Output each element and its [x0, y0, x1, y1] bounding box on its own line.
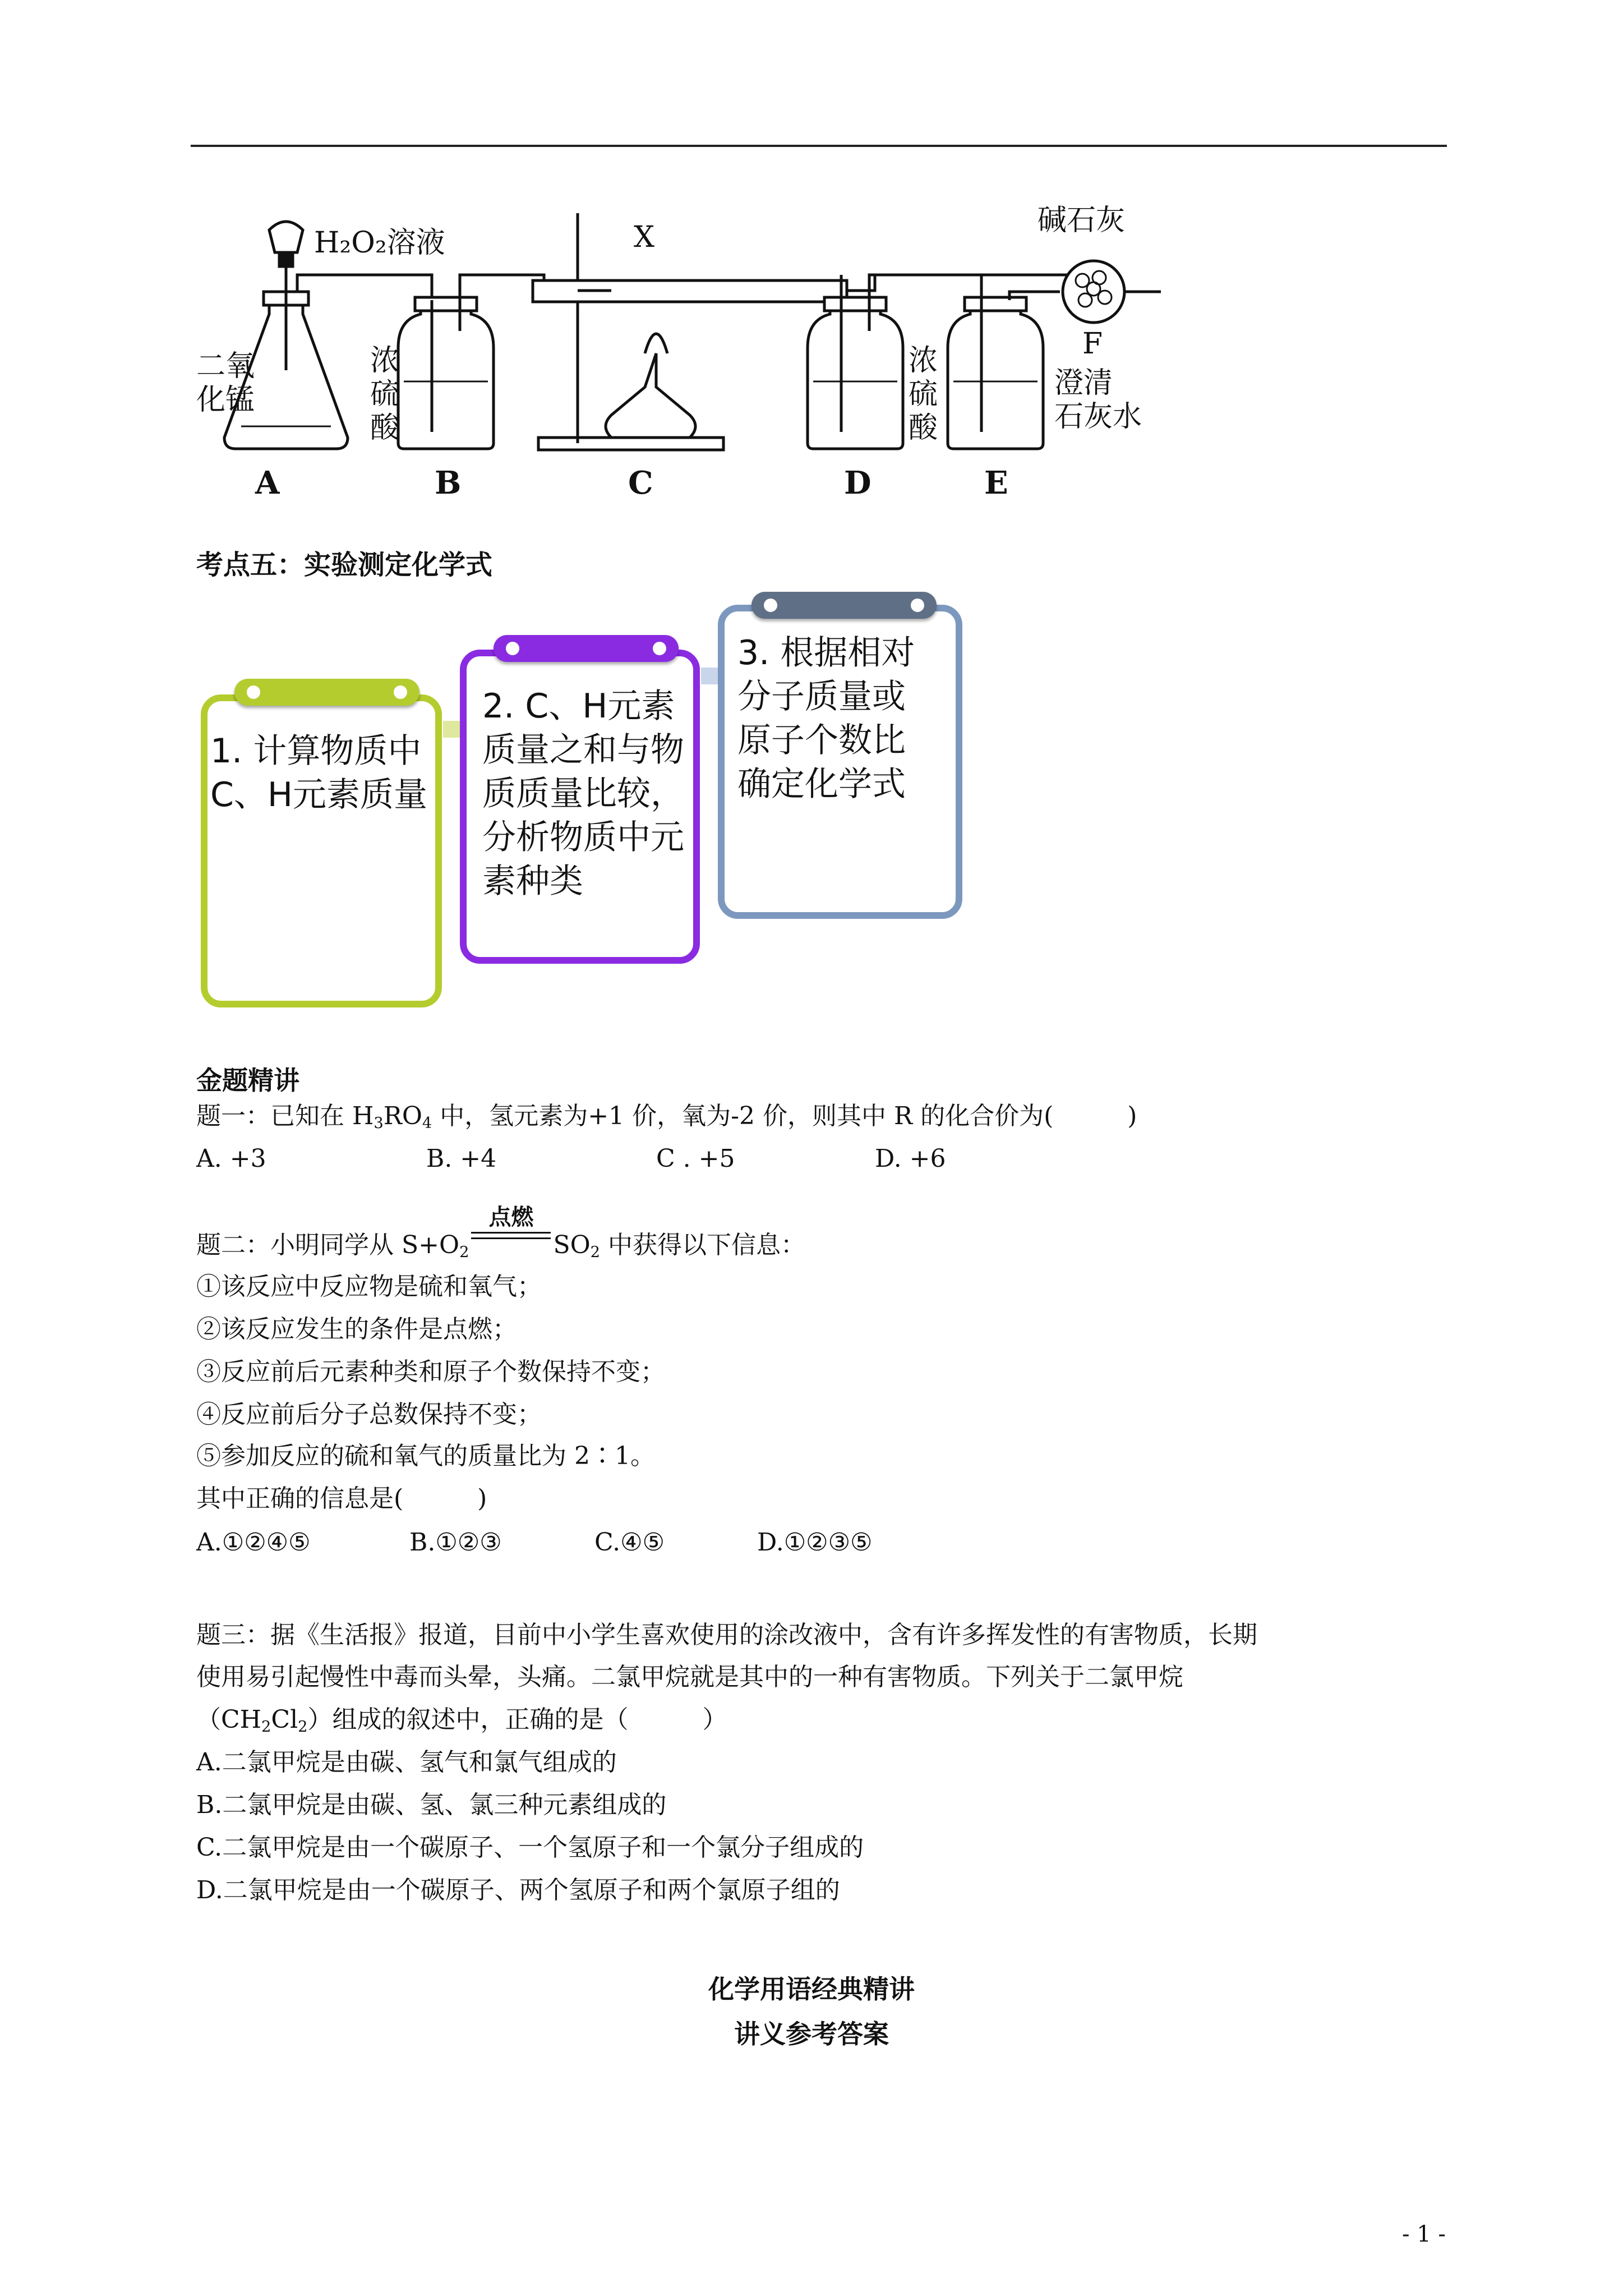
label-f: F: [1082, 327, 1103, 361]
label-conc-d1: 浓: [909, 344, 938, 378]
step-card-3-text: 3. 根据相对 分子质量或 原子个数比 确定化学式: [737, 633, 915, 804]
label-h2o2: H₂O₂溶液: [314, 226, 445, 260]
letter-c: C: [628, 464, 653, 501]
label-conc-d2: 硫: [909, 378, 938, 411]
reaction-condition: 点燃: [469, 1223, 553, 1257]
section-title: 考点五：实验测定化学式: [196, 549, 493, 581]
q3-option-d: D.二氯甲烷是由一个碳原子、两个氢原子和两个氯原子组的: [196, 1876, 840, 1904]
step-card-1-scroll: [234, 679, 419, 706]
q1-option-a: A. +3: [196, 1144, 266, 1173]
footer-title-2: 讲义参考答案: [734, 2019, 889, 2049]
footer-title-1: 化学用语经典精讲: [708, 1974, 915, 2004]
letter-a: A: [255, 464, 280, 501]
label-conc-b1: 浓: [370, 344, 400, 378]
q2-option-b: B.①②③: [409, 1528, 502, 1557]
q3-option-b: B.二氯甲烷是由碳、氢、氯三种元素组成的: [196, 1791, 667, 1819]
page-number: - 1 -: [1402, 2221, 1446, 2247]
q2-option-c: C.④⑤: [594, 1528, 665, 1557]
letter-d: D: [844, 464, 872, 501]
apparatus-diagram: [185, 202, 1172, 505]
label-conc-b3: 酸: [370, 411, 400, 445]
stopper-b: [415, 297, 477, 311]
q2-item-3: ③反应前后元素种类和原子个数保持不变；: [196, 1358, 665, 1386]
stopper-d: [824, 297, 886, 311]
q3-line-3: $(CH_2Cl_2)$组成的叙述中，正确的是（ ）: [196, 1705, 727, 1736]
q3-line-2: 使用易引起慢性中毒而头晕，头痛。二氯甲烷就是其中的一种有害物质。下列关于二氯甲烷: [196, 1663, 1183, 1691]
drying-tube-f: [1063, 261, 1124, 323]
step-card-3-scroll: [751, 592, 937, 619]
separatory-funnel: [269, 222, 303, 252]
q1-option-c: C . +5: [656, 1144, 735, 1173]
funnel-tap: [279, 255, 293, 266]
label-mno2-2: 化锰: [196, 383, 255, 417]
header-rule: [191, 145, 1447, 147]
q1-stem: 题一：已知在 $H_3RO_4$ 中，氢元素为+1 价，氧为-2 价，则其中 R 的化合价为( ): [196, 1102, 1137, 1132]
step-card-2-text: 2. C、H元素 质量之和与物 质质量比较， 分析物质中元 素种类: [482, 687, 684, 901]
bottle-d: [808, 309, 903, 449]
tube-c-d: [847, 275, 1082, 292]
step-card-2-scroll: [494, 635, 679, 662]
q2-item-1: ①该反应中反应物是硫和氧气；: [196, 1272, 542, 1301]
bottle-b: [398, 309, 494, 449]
label-conc-d3: 酸: [909, 411, 938, 445]
q2-stem: 题二：小明同学从 $S+O_2$ 点燃 $SO_2$ 中获得以下信息：: [196, 1204, 806, 1261]
questions-heading: 金题精讲: [196, 1065, 299, 1096]
label-x: X: [634, 220, 655, 254]
lamp: [606, 353, 695, 438]
q2-item-4: ④反应前后分子总数保持不变；: [196, 1400, 542, 1429]
stand-base: [538, 438, 723, 450]
stopper-e: [965, 297, 1026, 311]
q1-option-d: D. +6: [875, 1144, 946, 1173]
q2-item-2: ②该反应发生的条件是点燃；: [196, 1315, 517, 1343]
label-conc-b2: 硫: [370, 378, 400, 411]
q2-option-d: D.①②③⑤: [757, 1528, 873, 1557]
label-lime-1: 澄清: [1054, 366, 1113, 400]
letter-b: B: [435, 464, 462, 501]
tube-a-b: [297, 275, 432, 300]
label-lime-2: 石灰水: [1054, 400, 1142, 434]
q3-option-c: C.二氯甲烷是由一个碳原子、一个氢原子和一个氯分子组成的: [196, 1833, 864, 1862]
label-mno2-1: 二氧: [196, 349, 255, 383]
q2-item-5: ⑤参加反应的硫和氧气的质量比为 2∶1。: [196, 1442, 655, 1470]
q2-ask: 其中正确的信息是( ): [196, 1484, 487, 1513]
q2-option-a: A.①②④⑤: [196, 1528, 311, 1557]
q3-line-1: 题三：据《生活报》报道，目前中小学生喜欢使用的涂改液中，含有许多挥发性的有害物质，长期: [196, 1621, 1257, 1649]
label-soda-lime: 碱石灰: [1038, 204, 1126, 237]
q1-option-b: B. +4: [426, 1144, 497, 1173]
step-card-1-text: 1. 计算物质中 C、H元素质量: [210, 731, 428, 815]
q3-option-a: A.二氯甲烷是由碳、氢气和氯气组成的: [196, 1748, 617, 1777]
letter-e: E: [984, 464, 1008, 501]
bottle-e: [948, 309, 1043, 449]
flame: [645, 334, 667, 353]
